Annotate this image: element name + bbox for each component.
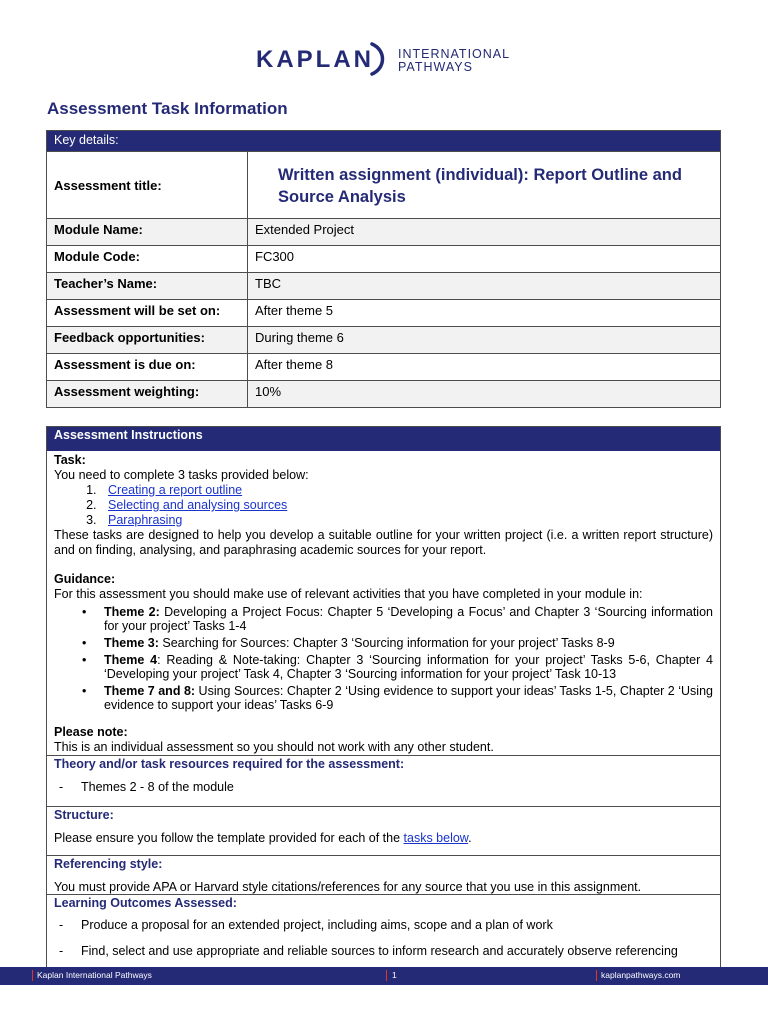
detail-label: Module Code: bbox=[47, 246, 248, 273]
assessment-title-value: Written assignment (individual): Report Outline and Source Analysis bbox=[248, 152, 721, 219]
detail-label: Assessment is due on: bbox=[47, 354, 248, 381]
list-item bbox=[104, 653, 713, 681]
spacer bbox=[54, 558, 713, 572]
spacer bbox=[54, 715, 713, 725]
task-link-sources[interactable]: Selecting and analysing sources bbox=[108, 498, 288, 512]
footer-website: kaplanpathways.com bbox=[601, 970, 681, 980]
list-item bbox=[104, 684, 713, 712]
footer-divider bbox=[596, 970, 597, 981]
resources-item: - Themes 2 - 8 of the module bbox=[54, 780, 713, 794]
guidance-intro: For this assessment you should make use of relevant activities that you have completed in your module in: bbox=[54, 587, 643, 601]
outcome-item: - Produce a proposal for an extended project, including aims, scope and a plan of work bbox=[54, 918, 713, 932]
logo-line-1: INTERNATIONAL bbox=[398, 47, 511, 61]
theme-name: Theme 2: bbox=[104, 605, 160, 619]
list-item bbox=[100, 513, 713, 528]
task-link-outline[interactable]: Creating a report outline bbox=[108, 483, 243, 497]
theme-text: Searching for Sources: Chapter 3 ‘Sourcing information for your project’ Tasks 8-9 bbox=[158, 636, 615, 650]
outcome-item: - Find, select and use appropriate and reliable sources to inform research and accurately observe referencing bbox=[54, 944, 713, 958]
detail-value: 10% bbox=[248, 381, 721, 408]
detail-label: Module Name: bbox=[47, 219, 248, 246]
footer-page-number: 1 bbox=[392, 970, 397, 980]
note-text: This is an individual assessment so you should not work with any other student. bbox=[54, 740, 494, 754]
theme-name: Theme 4 bbox=[104, 653, 158, 667]
theme-text: : Reading & Note-taking: Chapter 3 ‘Sourcing information for your project’ Tasks 5-6, Chapter 4 ‘Developing your project’ Task 4, Chapter 3 ‘Sourcing information for your project’ Task 10-13 bbox=[104, 653, 713, 681]
instructions-body bbox=[47, 451, 720, 755]
page-heading: Assessment Task Information bbox=[47, 99, 288, 118]
footer-divider bbox=[386, 970, 387, 981]
logo-subtitle bbox=[398, 48, 510, 74]
theme-name: Theme 3: bbox=[104, 636, 159, 650]
resources-title: Theory and/or task resources required for the assessment: bbox=[54, 757, 405, 771]
theme-text: Using Sources: Chapter 2 ‘Using evidence to support your ideas’ Tasks 1-5, Chapter 2 ‘Using evidence to support your ideas’ Tasks 6-9 bbox=[104, 684, 713, 712]
tasks-below-link[interactable]: tasks below bbox=[403, 831, 469, 845]
referencing-title: Referencing style: bbox=[54, 857, 163, 871]
key-details-table bbox=[46, 130, 721, 408]
theme-name: Theme 7 and 8: bbox=[104, 684, 196, 698]
kaplan-logo bbox=[0, 40, 768, 84]
task-intro: You need to complete 3 tasks provided below: bbox=[54, 468, 309, 482]
structure-text-start: Please ensure you follow the template provided for each of the bbox=[54, 831, 404, 845]
list-item bbox=[100, 498, 713, 513]
structure-title: Structure: bbox=[54, 808, 114, 822]
detail-value: After theme 5 bbox=[248, 300, 721, 327]
task-description: These tasks are designed to help you develop a suitable outline for your written project (i.e. a written report structure) and on finding, analysing, and paraphrasing academic sources for your report. bbox=[54, 528, 713, 557]
guidance-label: Guidance: bbox=[54, 572, 116, 586]
page-footer bbox=[0, 967, 768, 985]
outcomes-title: Learning Outcomes Assessed: bbox=[54, 896, 237, 910]
list-item bbox=[100, 483, 713, 498]
structure-text-end: . bbox=[468, 831, 472, 845]
detail-label: Teacher’s Name: bbox=[47, 273, 248, 300]
detail-value: Extended Project bbox=[248, 219, 721, 246]
footer-divider bbox=[32, 970, 33, 981]
theme-text: Developing a Project Focus: Chapter 5 ‘Developing a Focus’ and Chapter 3 ‘Sourcing information for your project’ Tasks 1-4 bbox=[104, 605, 713, 633]
footer-org: Kaplan International Pathways bbox=[37, 970, 152, 980]
assessment-instructions bbox=[46, 426, 721, 975]
logo-arc-icon bbox=[368, 42, 388, 76]
referencing-section bbox=[47, 855, 720, 894]
list-item bbox=[104, 636, 713, 650]
referencing-text: You must provide APA or Harvard style citations/references for any source that you use in this assignment. bbox=[54, 880, 642, 894]
structure-section bbox=[47, 806, 720, 855]
task-link-paraphrasing[interactable]: Paraphrasing bbox=[108, 513, 183, 527]
detail-value: After theme 8 bbox=[248, 354, 721, 381]
structure-text bbox=[54, 831, 713, 845]
outcomes-section bbox=[47, 894, 720, 974]
task-list bbox=[100, 483, 713, 528]
logo-line-2: PATHWAYS bbox=[398, 60, 473, 74]
detail-label: Assessment will be set on: bbox=[47, 300, 248, 327]
detail-label: Assessment weighting: bbox=[47, 381, 248, 408]
detail-value: During theme 6 bbox=[248, 327, 721, 354]
resources-section bbox=[47, 755, 720, 806]
list-item bbox=[104, 605, 713, 633]
detail-value: FC300 bbox=[248, 246, 721, 273]
theme-list bbox=[104, 605, 713, 712]
instructions-header: Assessment Instructions bbox=[47, 427, 720, 451]
note-label: Please note: bbox=[54, 725, 128, 739]
task-label: Task: bbox=[54, 453, 86, 467]
logo-brand-text: KAPLAN bbox=[256, 46, 374, 73]
detail-label: Feedback opportunities: bbox=[47, 327, 248, 354]
detail-value: TBC bbox=[248, 273, 721, 300]
assessment-title-label: Assessment title: bbox=[47, 152, 248, 219]
key-details-header: Key details: bbox=[47, 131, 721, 152]
